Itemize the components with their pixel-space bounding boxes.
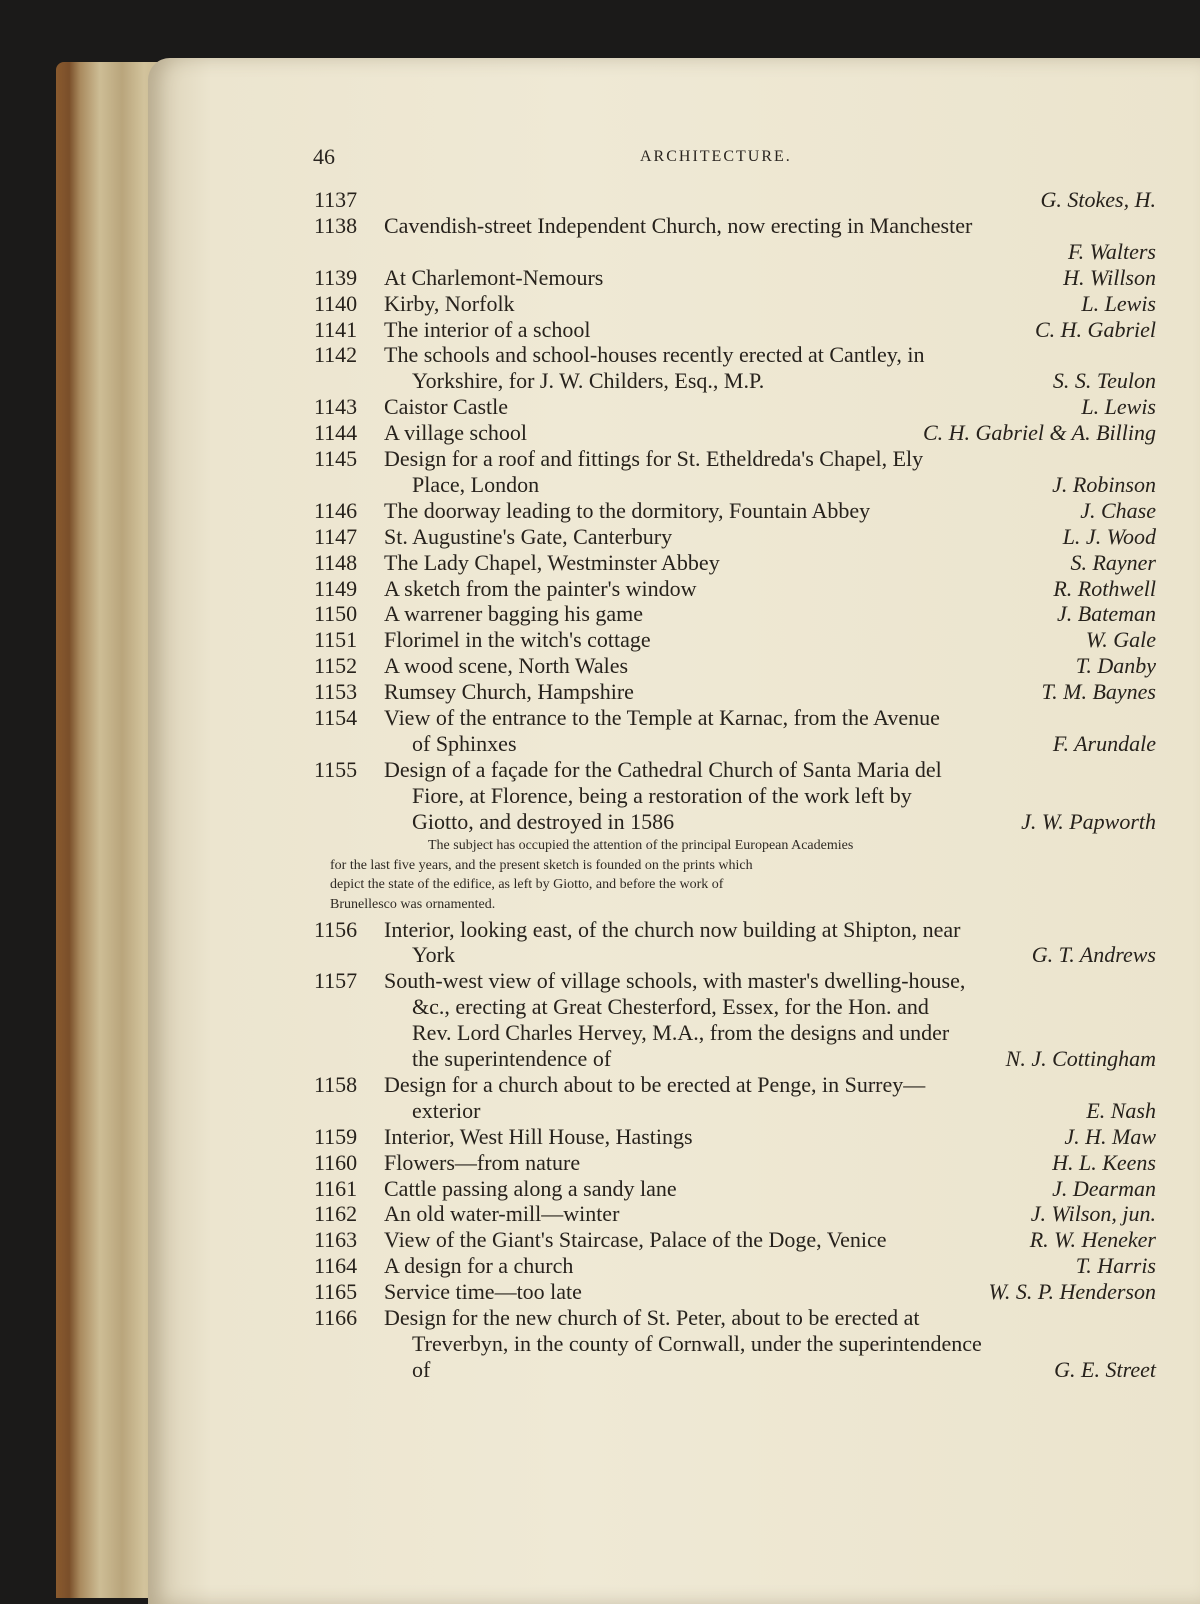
entry-title: Fiore, at Florence, being a restoration of the work left by: [412, 782, 912, 808]
entry-title: Interior, looking east, of the church now building at Shipton, near: [384, 916, 961, 942]
entry-number: 1142: [314, 342, 358, 368]
entry-number: 1147: [314, 523, 358, 549]
entry-number: 1151: [314, 627, 358, 653]
entry-title: A warrener bagging his game: [384, 601, 644, 627]
entry-title: South-west view of village schools, with master's dwelling-house,: [384, 968, 966, 994]
entry-number: 1162: [314, 1201, 358, 1227]
entry-title: Rumsey Church, Hampshire: [384, 679, 634, 705]
entry-number: 1140: [314, 290, 358, 316]
entry-title: Cavendish-street Independent Church, now erecting in Manchester: [384, 212, 973, 238]
entry-number: 1160: [314, 1149, 358, 1175]
entry-title: Cattle passing along a sandy lane: [384, 1175, 677, 1201]
entry-number: 1146: [314, 497, 358, 523]
entry-artist: J. Robinson: [1052, 471, 1156, 497]
entry-number: 1148: [314, 549, 358, 575]
entry-number: 1149: [314, 575, 358, 601]
entry-title: Service time—too late: [384, 1279, 582, 1305]
entry-artist: T. Harris: [1075, 1253, 1156, 1279]
entry-artist: G. E. Street: [1054, 1356, 1156, 1382]
entry-number: 1152: [314, 653, 358, 679]
entry-title: St. Augustine's Gate, Canterbury: [384, 523, 673, 549]
entry-title: Design for a church about to be erected at Penge, in Surrey—: [384, 1071, 926, 1097]
entry-artist: F. Walters: [1067, 238, 1156, 264]
entry-title: A sketch from the painter's window: [384, 575, 697, 601]
entry-artist: J. H. Maw: [1064, 1123, 1156, 1149]
entry-title: Caistor Castle: [384, 394, 509, 420]
entry-title: Design for the new church of St. Peter, about to be erected at: [384, 1305, 920, 1330]
entry-title: Design of a façade for the Cathedral Church of Santa Maria del: [384, 756, 942, 782]
entry-title: Place, London: [412, 471, 540, 497]
entry-artist: W. S. P. Henderson: [988, 1279, 1156, 1305]
entry-title: An old water-mill—winter: [384, 1201, 620, 1227]
entry-number: 1145: [314, 446, 358, 471]
entry-title: View of the entrance to the Temple at Karnac, from the Avenue: [384, 705, 940, 730]
entry-artist: C. H. Gabriel & A. Billing: [922, 420, 1156, 446]
entry-artist: J. W. Papworth: [1021, 808, 1156, 834]
entry-artist: C. H. Gabriel: [1035, 316, 1156, 342]
entry-note: The subject has occupied the attention of the principal European Academies: [428, 838, 854, 854]
entry-title: Flowers—from nature: [384, 1149, 581, 1175]
entry-note: Brunellesco was ornamented.: [330, 896, 496, 912]
entry-title: Design for a roof and fittings for St. Etheldreda's Chapel, Ely: [384, 446, 924, 471]
entry-number: 1156: [314, 916, 358, 942]
entry-artist: J. Wilson, jun.: [1030, 1201, 1156, 1227]
entry-artist: R. Rothwell: [1053, 575, 1156, 601]
entry-number: 1144: [314, 420, 358, 446]
entry-number: 1150: [314, 601, 358, 627]
entry-note: for the last five years, and the present sketch is founded on the prints which: [330, 857, 753, 873]
entry-note: depict the state of the edifice, as left by Giotto, and before the work of: [330, 877, 724, 893]
entry-artist: H. Willson: [1063, 264, 1156, 290]
entry-title: A design for a church: [384, 1253, 574, 1279]
entry-number: 1155: [314, 756, 358, 782]
entry-title: of: [412, 1356, 431, 1382]
entry-artist: L. Lewis: [1081, 394, 1156, 420]
entry-number: 1137: [314, 187, 358, 212]
entry-artist: W. Gale: [1085, 627, 1156, 653]
entry-artist: L. J. Wood: [1062, 523, 1156, 549]
entry-number: 1163: [314, 1227, 358, 1253]
entry-number: 1161: [314, 1175, 358, 1201]
entry-title: Interior, West Hill House, Hastings: [384, 1123, 693, 1149]
entry-artist: F. Arundale: [1052, 730, 1156, 756]
entry-artist: J. Dearman: [1052, 1175, 1156, 1201]
entry-number: 1141: [314, 316, 358, 342]
entry-artist: S. Rayner: [1070, 549, 1156, 575]
entry-artist: T. Danby: [1075, 653, 1156, 679]
entry-number: 1138: [314, 212, 358, 238]
entry-title: Yorkshire, for J. W. Childers, Esq., M.P.: [412, 368, 765, 394]
entry-title: &c., erecting at Great Chesterford, Essex, for the Hon. and: [412, 994, 929, 1020]
entry-title: Florimel in the witch's cottage: [384, 627, 651, 653]
entry-title: At Charlemont-Nemours: [384, 264, 604, 290]
entry-number: 1165: [314, 1279, 358, 1305]
running-head: ARCHITECTURE.: [640, 148, 792, 165]
entry-number: 1159: [314, 1123, 358, 1149]
entry-artist: J. Bateman: [1057, 601, 1156, 627]
entry-artist: J. Chase: [1080, 497, 1156, 523]
entry-number: 1166: [314, 1305, 358, 1330]
entry-title: The interior of a school: [384, 316, 591, 342]
entry-artist: G. T. Andrews: [1031, 942, 1156, 968]
entry-title: the superintendence of: [412, 1045, 612, 1071]
entry-title: A village school: [384, 420, 527, 446]
entry-artist: T. M. Baynes: [1041, 679, 1156, 705]
entry-artist: S. S. Teulon: [1052, 368, 1156, 394]
entry-title: The Lady Chapel, Westminster Abbey: [384, 549, 720, 575]
entry-title: Kirby, Norfolk: [384, 290, 515, 316]
entry-artist: H. L. Keens: [1052, 1149, 1156, 1175]
entry-artist: R. W. Heneker: [1029, 1227, 1156, 1253]
entry-number: 1143: [314, 394, 358, 420]
page-header: [0, 144, 1200, 172]
entry-title: York: [412, 942, 456, 968]
entry-title: A wood scene, North Wales: [384, 653, 629, 679]
entry-title: Treverbyn, in the county of Cornwall, under the superintendence: [412, 1330, 982, 1356]
entry-artist: N. J. Cottingham: [1005, 1045, 1156, 1071]
entry-number: 1164: [314, 1253, 358, 1279]
entry-artist: G. Stokes, H.: [1040, 187, 1156, 212]
entry-title: of Sphinxes: [412, 730, 517, 756]
entry-title: Rev. Lord Charles Hervey, M.A., from the designs and under: [412, 1020, 950, 1046]
entry-title: Giotto, and destroyed in 1586: [412, 808, 675, 834]
entry-number: 1154: [314, 705, 358, 730]
entry-number: 1158: [314, 1071, 358, 1097]
entry-title: View of the Giant's Staircase, Palace of the Doge, Venice: [384, 1227, 887, 1253]
entry-number: 1139: [314, 264, 358, 290]
entry-title: exterior: [412, 1097, 481, 1123]
page-number: 46: [313, 144, 335, 169]
entry-number: 1153: [314, 679, 358, 705]
entry-artist: L. Lewis: [1081, 290, 1156, 316]
entry-title: The doorway leading to the dormitory, Fountain Abbey: [384, 497, 871, 523]
entry-artist: E. Nash: [1086, 1097, 1156, 1123]
entry-title: The schools and school-houses recently erected at Cantley, in: [384, 342, 925, 368]
entry-number: 1157: [314, 968, 358, 994]
